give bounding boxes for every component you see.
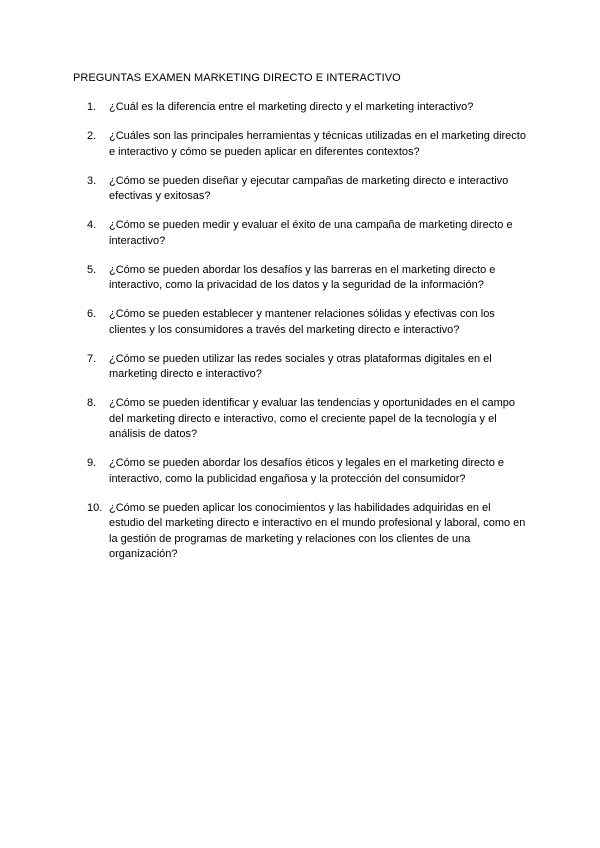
- question-number: 9.: [87, 457, 97, 469]
- question-number: 8.: [87, 397, 97, 409]
- question-number: 2.: [87, 130, 97, 142]
- question-number: 5.: [87, 263, 97, 276]
- question-text: ¿Cuál es la diferencia entre el marketing directo y el marketing interactivo?: [109, 101, 474, 113]
- question-text: ¿Cómo se pueden identificar y evaluar las tendencias y oportunidades en el campo del marketing directo e interactivo, como el creciente papel de la tecnología y el análisis de datos?: [109, 397, 516, 440]
- question-number: 7.: [87, 352, 97, 365]
- question-item: [87, 396, 527, 443]
- question-item: [87, 129, 527, 160]
- question-number: 3.: [87, 174, 97, 187]
- question-item: [87, 174, 527, 205]
- question-number: 1.: [87, 101, 97, 113]
- question-text: ¿Cómo se pueden medir y evaluar el éxito de una campaña de marketing directo e interactivo?: [109, 219, 513, 247]
- question-number: 6.: [87, 308, 97, 320]
- question-item: [87, 100, 527, 116]
- question-text: ¿Cómo se pueden diseñar y ejecutar campañas de marketing directo e interactivo efectivas y exitosas?: [109, 174, 509, 202]
- question-item: [87, 218, 527, 249]
- question-text: ¿Cómo se pueden establecer y mantener relaciones sólidas y efectivas con los clientes y los consumidores a través del marketing directo e interactivo?: [109, 308, 495, 336]
- question-number: 10.: [87, 501, 103, 514]
- question-text: ¿Cómo se pueden utilizar las redes sociales y otras plataformas digitales en el marketing directo e interactivo?: [109, 352, 492, 380]
- question-item: [87, 307, 527, 338]
- question-item: [87, 263, 527, 294]
- question-text: ¿Cuáles son las principales herramientas y técnicas utilizadas en el marketing directo e interactivo y cómo se pueden aplicar en diferentes contextos?: [109, 130, 526, 158]
- question-text: ¿Cómo se pueden abordar los desafíos y las barreras en el marketing directo e interactivo, como la privacidad de los datos y la seguridad de la información?: [109, 263, 496, 291]
- document-title: PREGUNTAS EXAMEN MARKETING DIRECTO E INTERACTIVO: [73, 72, 401, 84]
- question-list: [87, 100, 527, 576]
- question-text: ¿Cómo se pueden abordar los desafíos éticos y legales en el marketing directo e interactivo, como la publicidad engañosa y la protección del consumidor?: [109, 457, 504, 485]
- question-item: [87, 456, 527, 487]
- question-text: ¿Cómo se pueden aplicar los conocimientos y las habilidades adquiridas en el estudio del marketing directo e interactivo en el mundo profesional y laboral, como en la gestión de programas de marketing y relaciones con los clientes de una organización?: [109, 501, 526, 560]
- question-number: 4.: [87, 219, 97, 231]
- question-item: [87, 501, 527, 563]
- question-item: [87, 352, 527, 383]
